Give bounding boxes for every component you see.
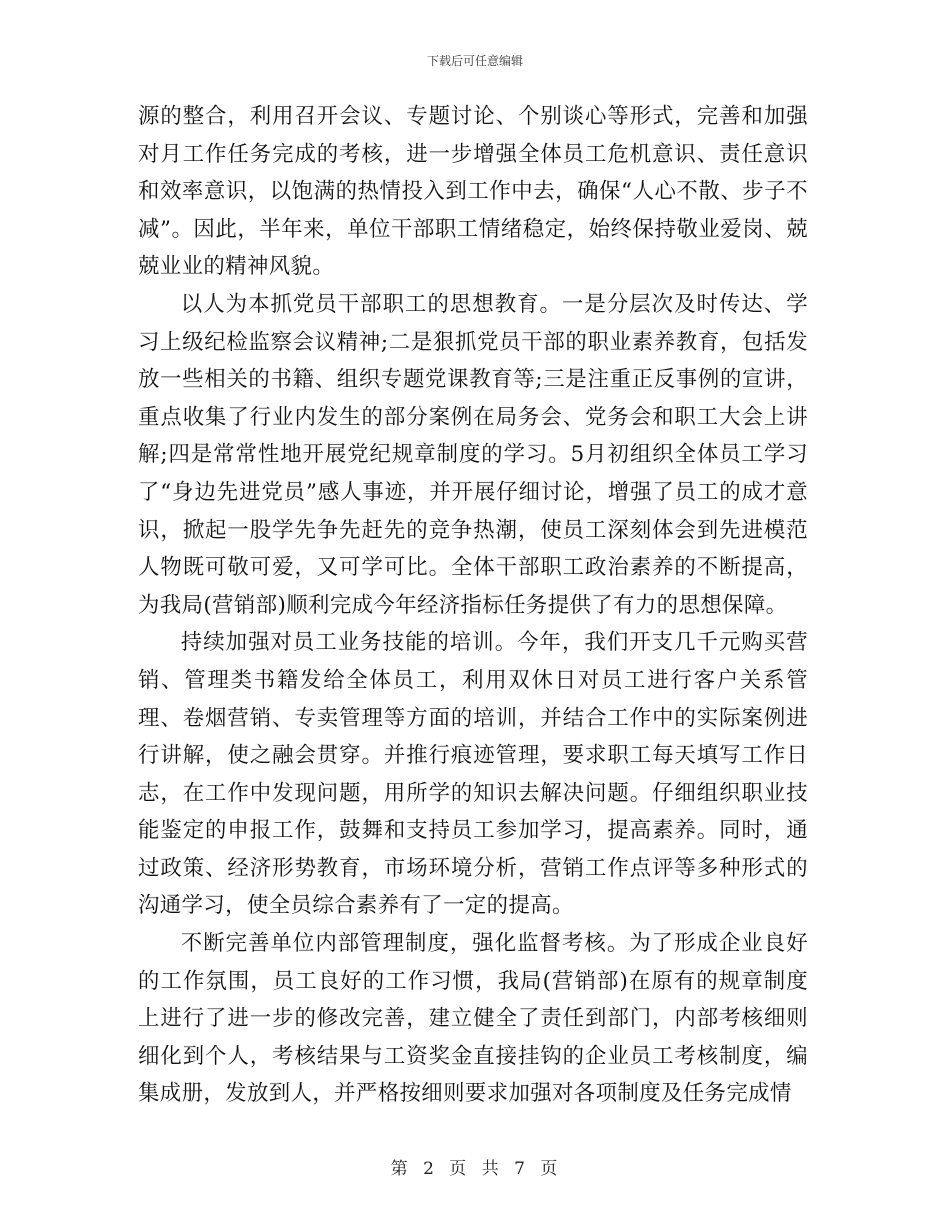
page-header: 下载后可任意编辑 xyxy=(426,54,523,68)
paragraph-4: 不断完善单位内部管理制度，强化监督考核。为了形成企业良好的工作氛围，员工良好的工作习惯，我局(营销部)在原有的规章制度上进行了进一步的修改完善，建立健全了责任到部门，内部考核细则细化到个人，考核结果与工资奖金直接挂钩的企业员工考核制度，编集成册，发放到人，并严格按细则要求加强对各项制度及任务完成情 xyxy=(138,931,808,1107)
paragraph-2: 以人为本抓党员干部职工的思想教育。一是分层次及时传达、学习上级纪检监察会议精神;二是狠抓党员干部的职业素养教育，包括发放一些相关的书籍、组织专题党课教育等;三是注重正反事例的宣讲，重点收集了行业内发生的部分案例在局务会、党务会和职工大会上讲解;四是常常性地开展党纪规章制度的学习。5月初组织全体员工学习了“身边先进党员”感人事迹，并开展仔细讨论，增强了员工的成才意识，掀起一股学先争先赶先的竞争热潮，使员工深刻体会到先进模范人物既可敬可爱，又可学可比。全体干部职工政治素养的不断提高，为我局(营销部)顺利完成今年经济指标任务提供了有力的思想保障。 xyxy=(138,291,808,618)
paragraph-1: 源的整合，利用召开会议、专题讨论、个别谈心等形式，完善和加强对月工作任务完成的考核，进一步增强全体员工危机意识、责任意识和效率意识，以饱满的热情投入到工作中去，确保“人心不散、步子不减”。因此，半年来，单位干部职工情绪稳定，始终保持敬业爱岗、兢兢业业的精神风貌。 xyxy=(138,104,808,280)
page-number-footer: 第 2 页 共 7 页 xyxy=(390,1159,560,1179)
paragraph-3: 持续加强对员工业务技能的培训。今年，我们开支几千元购买营销、管理类书籍发给全体员工，利用双休日对员工进行客户关系管理、卷烟营销、专卖管理等方面的培训，并结合工作中的实际案例进行讲解，使之融会贯穿。并推行痕迹管理，要求职工每天填写工作日志，在工作中发现问题，用所学的知识去解决问题。仔细组织职业技能鉴定的申报工作，鼓舞和支持员工参加学习，提高素养。同时，通过政策、经济形势教育，市场环境分析，营销工作点评等多种形式的沟通学习，使全员综合素养有了一定的提高。 xyxy=(138,630,808,919)
body-text xyxy=(138,98,808,1113)
